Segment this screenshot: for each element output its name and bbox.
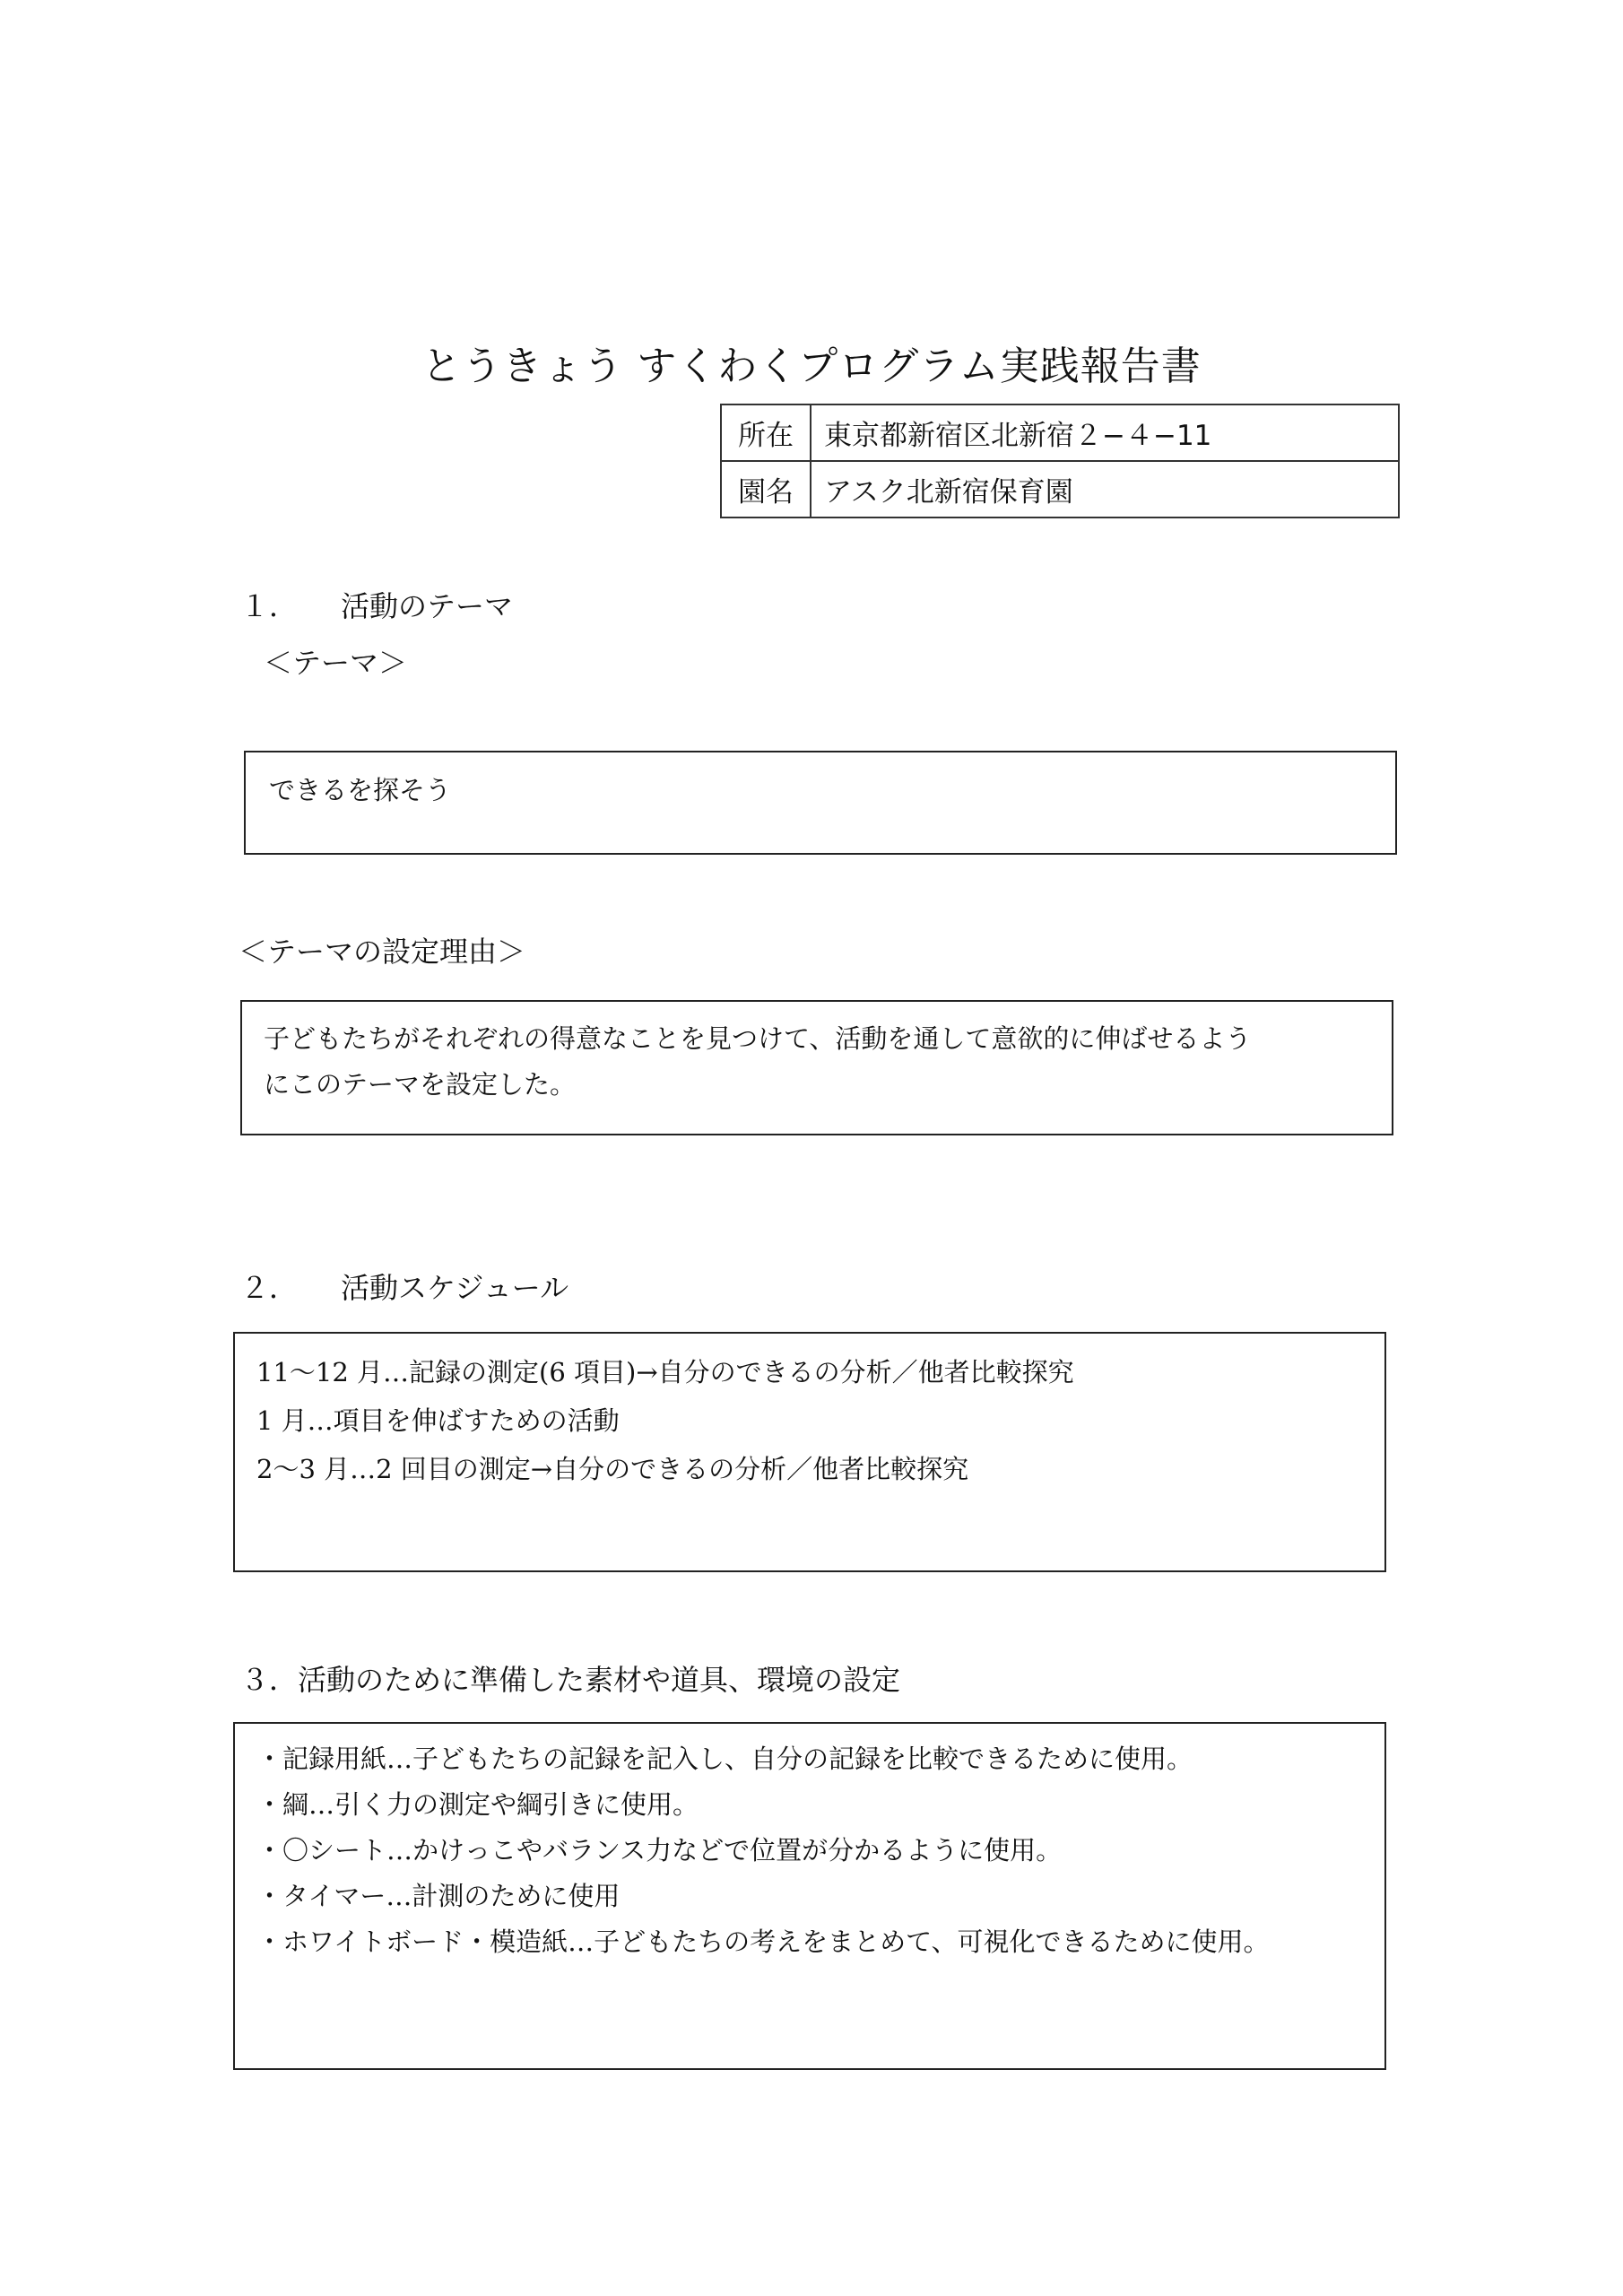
schedule-line: 1 月…項目を伸ばすための活動 bbox=[256, 1405, 620, 1436]
section1-heading: １． 活動のテーマ bbox=[240, 589, 514, 623]
materials-box bbox=[233, 1722, 1386, 2070]
reason-label: ＜テーマの設定理由＞ bbox=[239, 935, 526, 969]
materials-line: ・タイマー…計測のために使用 bbox=[256, 1881, 621, 1911]
schedule-box bbox=[233, 1332, 1386, 1572]
reason-line: 子どもたちがそれぞれの得意なことを見つけて、活動を通して意欲的に伸ばせるよう bbox=[264, 1023, 1252, 1054]
reason-line: にこのテーマを設定した。 bbox=[264, 1069, 577, 1100]
info-row-name bbox=[721, 461, 1399, 517]
section3-heading: ３．活動のために準備した素材や道具、環境の設定 bbox=[240, 1663, 901, 1697]
materials-line: ・〇シート…かけっこやバランス力などで位置が分かるように使用。 bbox=[256, 1835, 1063, 1866]
name-label: 園名 bbox=[721, 461, 811, 517]
theme-text: できるを探そう bbox=[269, 775, 452, 805]
materials-line: ・綱…引く力の測定や綱引きに使用。 bbox=[256, 1789, 699, 1820]
materials-line: ・記録用紙…子どもたちの記録を記入し、自分の記録を比較できるために使用。 bbox=[256, 1744, 1193, 1774]
reason-box bbox=[240, 1000, 1393, 1135]
section2-heading: ２． 活動スケジュール bbox=[240, 1271, 569, 1305]
theme-box bbox=[244, 751, 1397, 855]
theme-label: ＜テーマ＞ bbox=[264, 646, 408, 680]
location-value: 東京都新宿区北新宿２−４−11 bbox=[811, 404, 1399, 461]
document-title: とうきょう すくわくプログラム実践報告書 bbox=[421, 344, 1202, 389]
materials-line: ・ホワイトボード・模造紙…子どもたちの考えをまとめて、可視化できるために使用。 bbox=[256, 1926, 1270, 1957]
schedule-line: 2〜3 月…2 回目の測定→自分のできるの分析／他者比較探究 bbox=[256, 1454, 969, 1484]
name-value: アスク北新宿保育園 bbox=[811, 461, 1399, 517]
info-row-location bbox=[721, 404, 1399, 461]
info-table bbox=[720, 404, 1400, 518]
location-label: 所在 bbox=[721, 404, 811, 461]
schedule-line: 11〜12 月…記録の測定(6 項目)→自分のできるの分析／他者比較探究 bbox=[256, 1357, 1074, 1387]
